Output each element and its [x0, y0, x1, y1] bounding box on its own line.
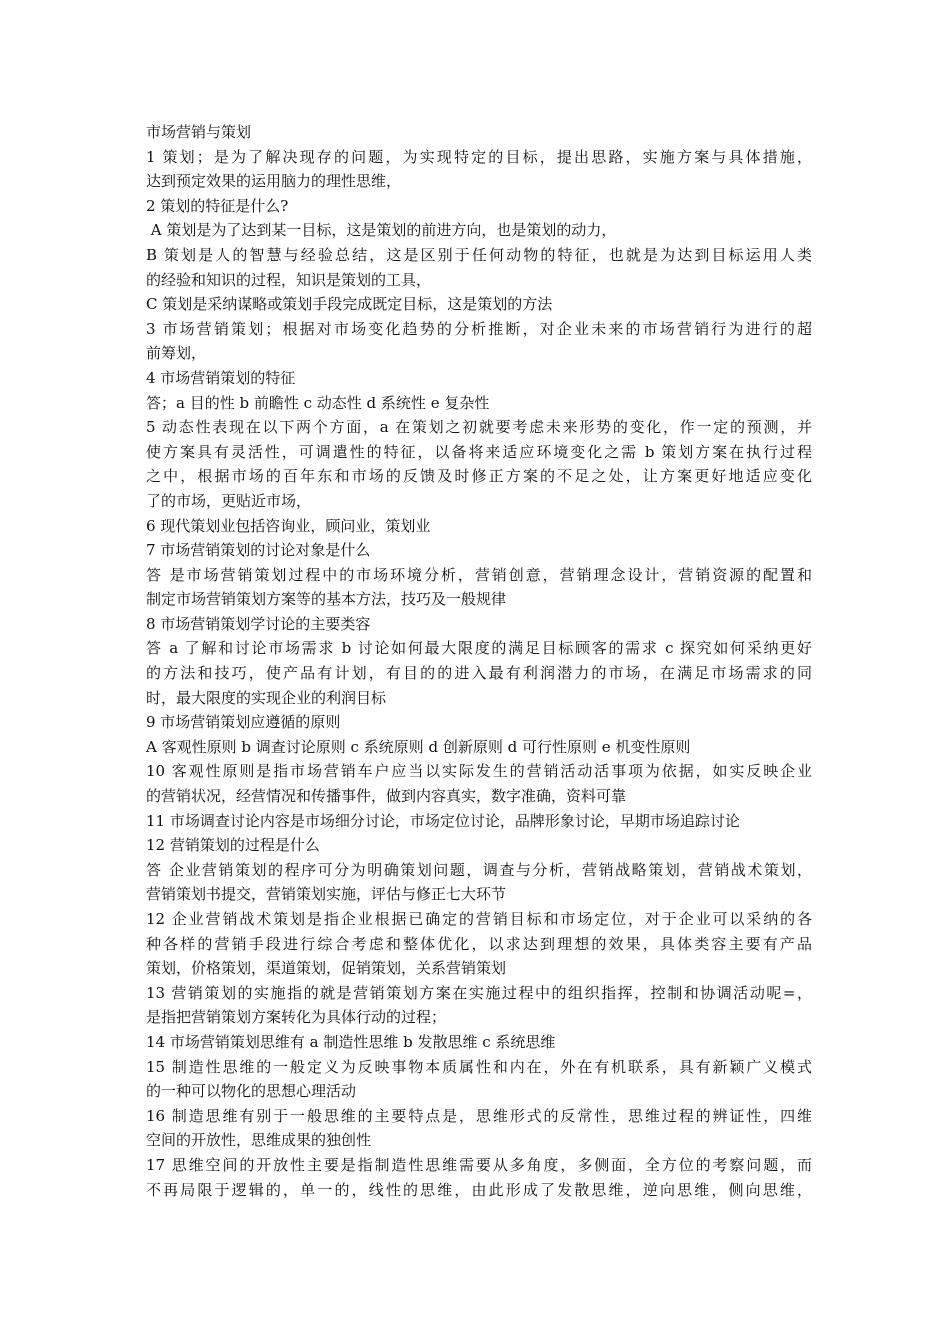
text-line: 时，最大限度的实现企业的利润目标	[146, 688, 387, 707]
text-line: 8 市场营销策划学讨论的主要类容	[146, 614, 371, 633]
text-line: 15 制造性思维的一般定义为反映事物本质属性和内在，外在有机联系，具有新颖广义模式	[146, 1057, 812, 1076]
text-line: 答 企业营销策划的程序可分为明确策划问题，调查与分析，营销战略策划，营销战术策划，	[146, 860, 812, 879]
text-line: B 策划是人的智慧与经验总结，这是区别于任何动物的特征，也就是为达到目标运用人类	[146, 245, 812, 264]
text-line: 17 思维空间的开放性主要是指制造性思维需要从多角度，多侧面，全方位的考察问题，而	[146, 1155, 812, 1174]
text-line: 达到预定效果的运用脑力的理性思维，	[146, 172, 402, 191]
text-line: 种各样的营销手段进行综合考虑和整体优化，以求达到理想的效果，具体类容主要有产品	[146, 934, 812, 953]
text-line: 答 a 了解和讨论市场需求 b 讨论如何最大限度的满足目标顾客的需求 c 探究如何采纳更好	[146, 639, 812, 658]
text-line: 的营销状况，经营情况和传播事件，做到内容真实，数字准确，资料可靠	[146, 787, 627, 806]
document-body	[146, 120, 812, 1202]
document-title: 市场营销与策划	[146, 123, 252, 141]
text-line: 6 现代策划业包括咨询业，顾问业，策划业	[146, 516, 431, 535]
text-line: 10 客观性原则是指市场营销车户应当以实际发生的营销活动活事项为依据，如实反映企业	[146, 762, 812, 781]
text-line: 的经验和知识的过程，知识是策划的工具，	[146, 270, 432, 289]
text-line: A 客观性原则 b 调查讨论原则 c 系统原则 d 创新原则 d 可行性原则 e 机变性原则	[146, 737, 691, 756]
text-line: 11 市场调查讨论内容是市场细分讨论，市场定位讨论，品牌形象讨论，早期市场追踪讨论	[146, 811, 740, 830]
text-line: 答 是市场营销策划过程中的市场环境分析，营销创意，营销理念设计，营销资源的配置和	[146, 565, 812, 584]
text-line: 2 策划的特征是什么?	[146, 196, 289, 215]
text-line: 5 动态性表现在以下两个方面，a 在策划之初就要考虑未来形势的变化，作一定的预测，并	[146, 418, 812, 437]
text-line: 前筹划，	[146, 344, 207, 363]
text-line: 3 市场营销策划；根据对市场变化趋势的分析推断，对企业未来的市场营销行为进行的超	[146, 319, 812, 338]
text-line: 12 企业营销战术策划是指企业根据已确定的营销目标和市场定位，对于企业可以采纳的各	[146, 910, 812, 928]
text-line: 1 策划；是为了解决现存的问题，为实现特定的目标，提出思路，实施方案与具体措施，	[146, 147, 812, 166]
text-line: 不再局限于逻辑的，单一的，线性的思维，由此形成了发散思维，逆向思维，侧向思维，	[146, 1180, 812, 1199]
text-line: 制定市场营销策划方案等的基本方法，技巧及一般规律	[146, 590, 507, 609]
text-line: 14 市场营销策划思维有 a 制造性思维 b 发散思维 c 系统思维	[146, 1032, 556, 1051]
text-line: 策划，价格策划，渠道策划，促销策划，关系营销策划	[146, 959, 507, 978]
text-line: 营销策划书提交，营销策划实施，评估与修正七大环节	[146, 885, 507, 904]
text-line: C 策划是采纳谋略或策划手段完成既定目标，这是策划的方法	[146, 295, 553, 314]
text-line: 是指把营销策划方案转化为具体行动的过程；	[146, 1008, 447, 1027]
text-line: 的方法和技巧，使产品有计划，有目的的进入最有利润潜力的市场，在满足市场需求的同	[146, 664, 812, 683]
text-line: 了的市场，更贴近市场，	[146, 491, 312, 510]
text-line: 的一种可以物化的思想心理活动	[146, 1082, 357, 1101]
text-line: 4 市场营销策划的特征	[146, 368, 296, 387]
text-line: 12 营销策划的过程是什么	[146, 836, 320, 855]
text-line: 16 制造思维有别于一般思维的主要特点是，思维形式的反常性，思维过程的辨证性，四维	[146, 1106, 812, 1125]
text-line: A 策划是为了达到某一目标，这是策划的前进方向，也是策划的动力，	[146, 221, 617, 240]
text-line: 之中，根据市场的百年东和市场的反馈及时修正方案的不足之处，让方案更好地适应变化	[146, 467, 812, 486]
text-line: 使方案具有灵活性，可调遣性的特征，以备将来适应环境变化之需 b 策划方案在执行过程	[146, 442, 812, 461]
text-line: 空间的开放性，思维成果的独创性	[146, 1131, 372, 1150]
text-line: 13 营销策划的实施指的就是营销策划方案在实施过程中的组织指挥，控制和协调活动呢=，	[146, 983, 812, 1002]
text-line: 9 市场营销策划应遵循的原则	[146, 713, 341, 732]
text-line: 答；a 目的性 b 前瞻性 c 动态性 d 系统性 e 复杂性	[146, 393, 490, 412]
text-line: 7 市场营销策划的讨论对象是什么	[146, 541, 371, 560]
